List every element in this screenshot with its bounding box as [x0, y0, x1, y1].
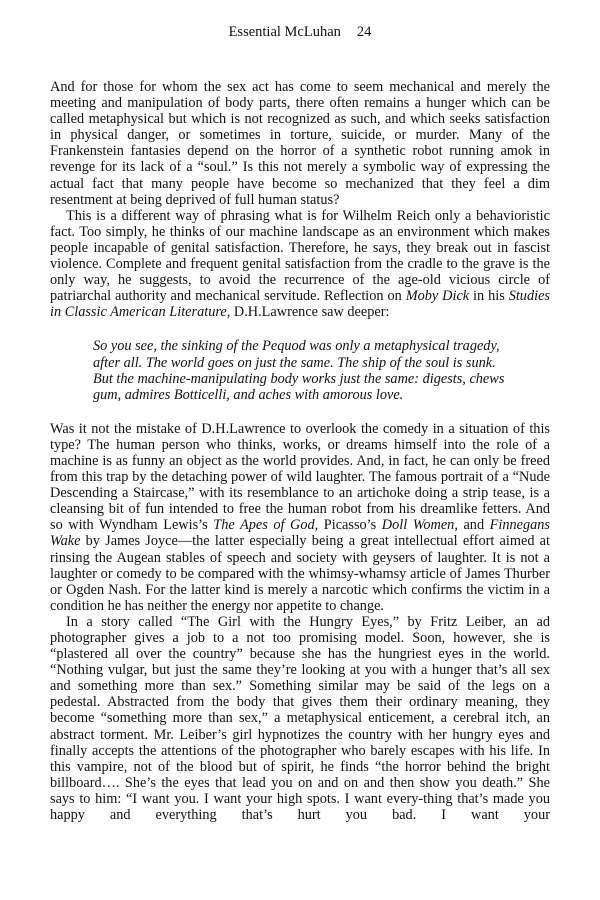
book-title-finnegans-wake: Finnegans Wake — [50, 517, 550, 550]
book-title-studies: Studies in Classic American Literature, — [50, 288, 550, 321]
page-header — [0, 23, 600, 41]
paragraph-3-text-b: Picasso’s — [318, 517, 382, 534]
paragraph-3-text-c: and — [457, 517, 490, 534]
page-number: 24 — [356, 24, 372, 40]
paragraph-3-text-d: by James Joyce—the latter especially being a great intellectual effort aimed at rinsing the Augean stables of speech and society with geysers of laughter. It is not a laughter or comedy to be compared with the whimsy-whamsy article of James Thurber or Ogden Nash. For the latter kind is merely a narcotic which confirms the victim in a condition he has neither the energy nor appetite to change. — [50, 533, 550, 614]
paragraph-1: And for those for whom the sex act has come to seem mechanical and merely the meeting and manipulation of body parts, there often remains a hunger which can be called metaphysical but which is not recognized as such, and which seeks satisfaction in physical danger, or sometimes in torture, suicide, or murder. Many of the Frankenstein fantasies depend on the horror of a synthetic robot running amok in revenge for its lack of a “soul.” Is this not merely a symbolic way of expressing the actual fact that many people have become so mechanized that they feel a dim resentment at being deprived of full human status? — [50, 79, 550, 208]
running-title: Essential McLuhan — [228, 24, 341, 40]
page-body — [50, 79, 550, 823]
paragraph-2-text-c: D.H.Lawrence saw deeper: — [230, 304, 390, 321]
paragraph-2 — [50, 208, 550, 321]
paragraph-3 — [50, 421, 550, 614]
paragraph-2-text-a: This is a different way of phrasing what is for Wilhelm Reich only a behavioristic fact. Too simply, he thinks of our machine landscape as an environment which makes people incapable of genital satisfaction. Therefore, he says, they break out in fascist violence. Complete and frequent genital satisfaction from the cradle to the grave is the only way, he suggests, to avoid the recurrence of the age-old vicious circle of patriarchal authority and mechanical servitude. Reflection on — [50, 207, 550, 305]
paragraph-3-text-a: Was it not the mistake of D.H.Lawrence to overlook the comedy in a situation of this type? The human person who thinks, works, or dreams himself into the role of a machine is as funny an object as the world provides. And, in fact, he can only be freed from this trap by the detaching power of wild laughter. The famous portrait of a “Nude Descending a Staircase,” with its resemblance to an artichoke doing a strip tease, is a cleansing bit of fun intended to free the human robot from his dreamlike fetters. And so with Wyndham Lewis’s — [50, 420, 550, 534]
paragraph-4: In a story called “The Girl with the Hungry Eyes,” by Fritz Leiber, an ad photographer gives a job to a not too promising model. Soon, however, she is “plastered all over the country” because she has the hungriest eyes in the world. “Nothing vulgar, but just the same they’re looking at you with a hunger that’s all sex and something more than sex.” Something similar may be said of the legs on a pedestal. Abstracted from the body that gives them their ordinary meaning, they become “something more than sex,” a metaphysical enticement, a cerebral itch, an abstract torment. Mr. Leiber’s girl hypnotizes the country with her hungry eyes and finally accepts the attentions of the photographer who barely escapes with his life. In this vampire, not of the blood but of spirit, he finds “the horror behind the bright billboard…. She’s the eyes that lead you on and on and then show you death.” She says to him: “I want you. I want your high spots. I want every-thing that’s made you happy and everything that’s hurt you bad. I want your — [50, 613, 550, 824]
paragraph-2-text-b: in his — [469, 288, 509, 305]
artwork-title-doll-women: Doll Women, — [381, 517, 458, 534]
block-quote: So you see, the sinking of the Pequod was only a metaphysical tragedy, after all. The world goes on just the same. The ship of the soul is sunk. But the machine-manipulating body works just the same: digests, chews gum, admires Botticelli, and aches with amorous love. — [93, 338, 505, 403]
book-title-apes-of-god: The Apes of God, — [213, 517, 319, 534]
book-title-moby-dick: Moby Dick — [405, 288, 470, 305]
